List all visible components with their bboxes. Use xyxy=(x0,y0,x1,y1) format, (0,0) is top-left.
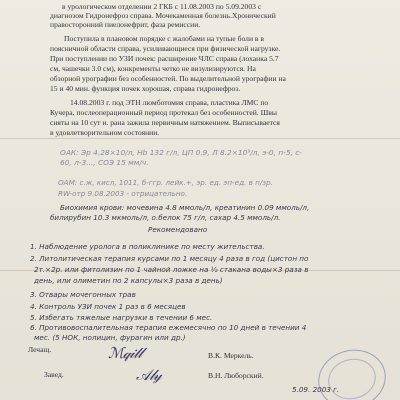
operation-line: Кучера, послеоперационный период протекал без особенностей. Швы xyxy=(50,108,277,117)
history-line: 15 и 40 мин. функция почек хорошая, справа гидронефроз. xyxy=(50,84,241,93)
recommendation-line: 4. Контроль УЗИ почек 1 раз в 6 месяцев xyxy=(30,302,186,311)
treating-doctor-label: Лечащ. xyxy=(28,345,52,354)
treating-doctor-name: В.К. Меркель. xyxy=(208,351,254,360)
history-line: Поступила в плановом порядке с жалобами на тупые боли в в xyxy=(64,34,264,43)
recommendation-line: 5. Избегать тяжелые нагрузки в течении 6 мес. xyxy=(30,313,213,322)
hospital-stamp xyxy=(312,343,392,400)
intro-line: диагнозом Гидронефроз справа. Мочекаменная болезнь.Хронический xyxy=(50,11,276,20)
recommendation-line: 3. Отвары мочегонных трав xyxy=(30,290,136,299)
blood-test-line: 60, л-3..., СОЭ 15 мм/ч. xyxy=(60,158,149,167)
urine-test-line: RW-отр 9.08.2003 - отрицательно. xyxy=(58,189,188,198)
operation-line: в удовлетворительном состоянии. xyxy=(50,128,160,137)
discharge-date: 5.09. 2003 г. xyxy=(292,385,340,394)
operation-line: сняты на 10 сут и. рана зажила первичным натяжением. Выписывается xyxy=(50,118,280,127)
urine-test-line: ОАМ: с.ж, кисл, 1011, б-ггр. лейк.+, эр. ед. эп-ед. в п/зр. xyxy=(58,178,273,187)
history-line: обзорной урографии без особенностей. По выделительной урографии на xyxy=(50,74,286,83)
blood-test-line: ОАК: Эр 4.28×10/л, Нb 132 г/л, ЦП 0.9, Л 8.2×10⁹/л, э-0, п-5, с- xyxy=(60,148,302,157)
history-line: При поступлении по УЗИ почек: расширение ЧЛС справа (лоханка 5.7 xyxy=(50,54,279,63)
recommendation-line: 1. Наблюдение уролога в поликлинике по месту жительства. xyxy=(30,242,265,251)
recommendations-title: Рекомендовано xyxy=(148,225,208,234)
recommendation-line: мес. (5 НОК, нолицин, фурагин или др.) xyxy=(34,333,186,342)
recommendation-line: 2т.×2р. или фитолизин по 1 чайной ложке на ½ стакана воды×3 раза в xyxy=(34,265,309,274)
history-line: поясничной области справа, усиливающиеся при физической нагрузке. xyxy=(50,44,281,53)
recommendation-line: день, или олиметин по 2 капсулы×3 раза в день) xyxy=(34,276,223,285)
head-of-department-signature: 𝒜𝓁𝓎 xyxy=(136,366,161,384)
paper-crease xyxy=(0,138,400,139)
intro-line: в урологическом отделении 2 ГКБ с 11.08.2003 по 5.09.2003 с xyxy=(62,2,262,11)
treating-doctor-signature: ℳ𝓆𝒾𝓁𝓁 xyxy=(108,344,142,362)
biochemistry-line: билирубин 10.3 мкмоль/л, о.белок 75 г/л, сахар 4.5 ммоль/л. xyxy=(50,213,281,222)
operation-line: 14.08.2003 г. под ЭТН люмботомия справа, пластика ЛМС по xyxy=(70,98,269,107)
intro-line: правосторонний пиелонефрит, фаза ремиссии. xyxy=(50,20,201,29)
head-of-department-label: Завед. xyxy=(44,370,64,379)
history-line: см, чашечки 3.0 см), конкременты четко не визулизируются. На xyxy=(50,64,256,73)
recommendation-line: 6. Противовоспалительная терапия ежемесячно по 10 дней в течении 4 xyxy=(30,323,307,332)
biochemistry-line: Биохимия крови: мочевина 4.8 ммоль/л, креатинин 0.09 ммоль/л, xyxy=(60,203,310,212)
head-of-department-name: В.Н. Люборский. xyxy=(208,371,264,380)
recommendation-line: 2. Литолитическая терапия курсами по 1 месяцу 4 раза в год (цистон по xyxy=(30,254,309,263)
